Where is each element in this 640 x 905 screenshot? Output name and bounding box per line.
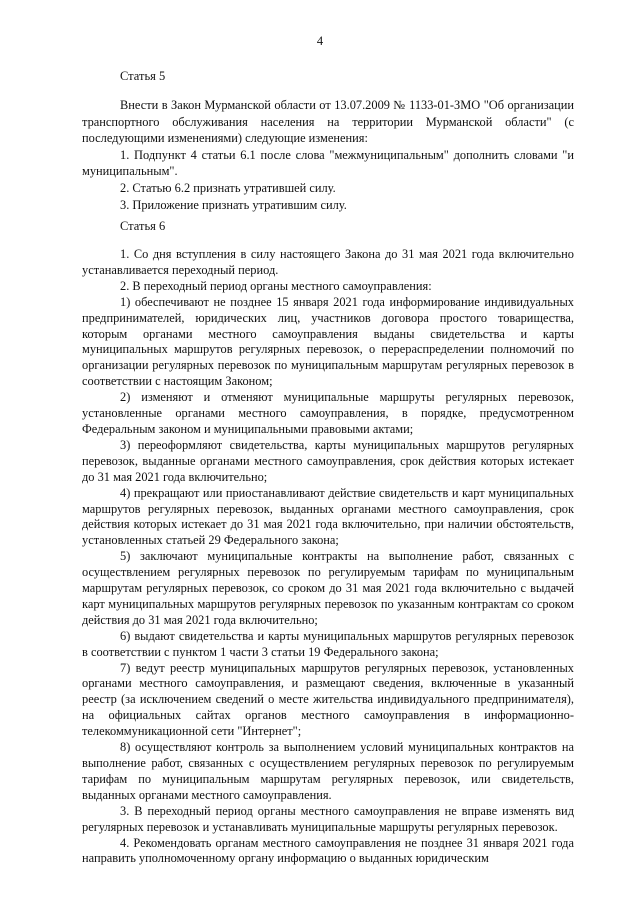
article-5-para-2: 1. Подпункт 4 статьи 6.1 после слова "межмуниципальным" дополнить словами "и муниципальным". — [82, 147, 574, 179]
article-6-para-2: 2. В переходный период органы местного самоуправления: — [120, 278, 432, 293]
article-5-para-3: 2. Статью 6.2 признать утратившей силу. — [120, 180, 336, 195]
article-6-para-4: 4. Рекомендовать органам местного самоуправления не позднее 31 января 2021 года направить уполномоченному органу информацию о выданных юридическим — [82, 835, 574, 866]
article-6-item-3: 3) переоформляют свидетельства, карты муниципальных маршрутов регулярных перевозок, выданные органами местного самоуправления, срок действия которых истекает до 31 мая 2021 года включительно; — [82, 437, 574, 484]
article-6-item-7: 7) ведут реестр муниципальных маршрутов регулярных перевозок, установленных органами местного самоуправления, и размещают сведения, включенные в указанный реестр (за исключением сведений о месте жительства индивидуального предпринимателя), на официальных сайтах органов местного самоуправления в информационно-телекоммуникационной сети "Интернет"; — [82, 660, 574, 739]
article-6-body — [82, 247, 574, 867]
article-5-para-1: Внести в Закон Мурманской области от 13.07.2009 № 1133-01-ЗМО "Об организации транспортного обслуживания населения на территории Мурманской области" (с последующими изменениями) следующие изменения: — [82, 98, 574, 146]
article-6-item-5: 5) заключают муниципальные контракты на выполнение работ, связанных с осуществлением регулярных перевозок по регулируемым тарифам по муниципальным маршрутам регулярных перевозок, со сроком до 31 мая 2021 года включительно с выдачей карт муниципальных маршрутов регулярных перевозок по указанным контрактам со сроком действия до 31 мая 2021 года включительно; — [82, 549, 574, 627]
article-6-item-8: 8) осуществляют контроль за выполнением условий муниципальных контрактов на выполнение работ, связанных с осуществлением регулярных перевозок по регулируемым тарифам по муниципальным маршрутам регулярных перевозок, или свидетельств, выданных органами местного самоуправления. — [82, 740, 574, 802]
article-5-body — [82, 97, 574, 213]
article-6-para-3: 3. В переходный период органы местного самоуправления не вправе изменять вид регулярных перевозок и устанавливать муниципальные маршруты регулярных перевозок. — [82, 803, 574, 834]
article-6-item-4: 4) прекращают или приостанавливают действие свидетельств и карт муниципальных маршрутов регулярных перевозок, выданных органами местного самоуправления, срок действия которых истекает до 31 мая 2021 года включительно, при наличии обстоятельств, установленных статьей 29 Федерального закона; — [82, 485, 574, 548]
article-5-heading: Статья 5 — [120, 69, 166, 83]
article-6-heading: Статья 6 — [120, 219, 166, 233]
article-5-para-4: 3. Приложение признать утратившим силу. — [120, 197, 347, 212]
article-6-item-1: 1) обеспечивают не позднее 15 января 2021 года информирование индивидуальных предпринимателей, юридических лиц, участников договора простого товарищества, которым органами местного самоуправления выданы свидетельства и карты муниципальных маршрутов регулярных перевозок, о перераспределении полномочий по организации регулярных перевозок по муниципальным маршрутам регулярных перевозок в соответствии с настоящим Законом; — [82, 294, 574, 389]
page-number: 4 — [316, 34, 324, 48]
article-6-item-6: 6) выдают свидетельства и карты муниципальных маршрутов регулярных перевозок в соответствии с пунктом 1 части 3 статьи 19 Федерального закона; — [82, 628, 574, 659]
article-6-para-1: 1. Со дня вступления в силу настоящего Закона до 31 мая 2021 года включительно устанавливается переходный период. — [82, 247, 574, 277]
article-6-item-2: 2) изменяют и отменяют муниципальные маршруты регулярных перевозок, установленные органами местного самоуправления, в порядке, предусмотренном Федеральным законом и муниципальными правовыми актами; — [82, 390, 574, 436]
